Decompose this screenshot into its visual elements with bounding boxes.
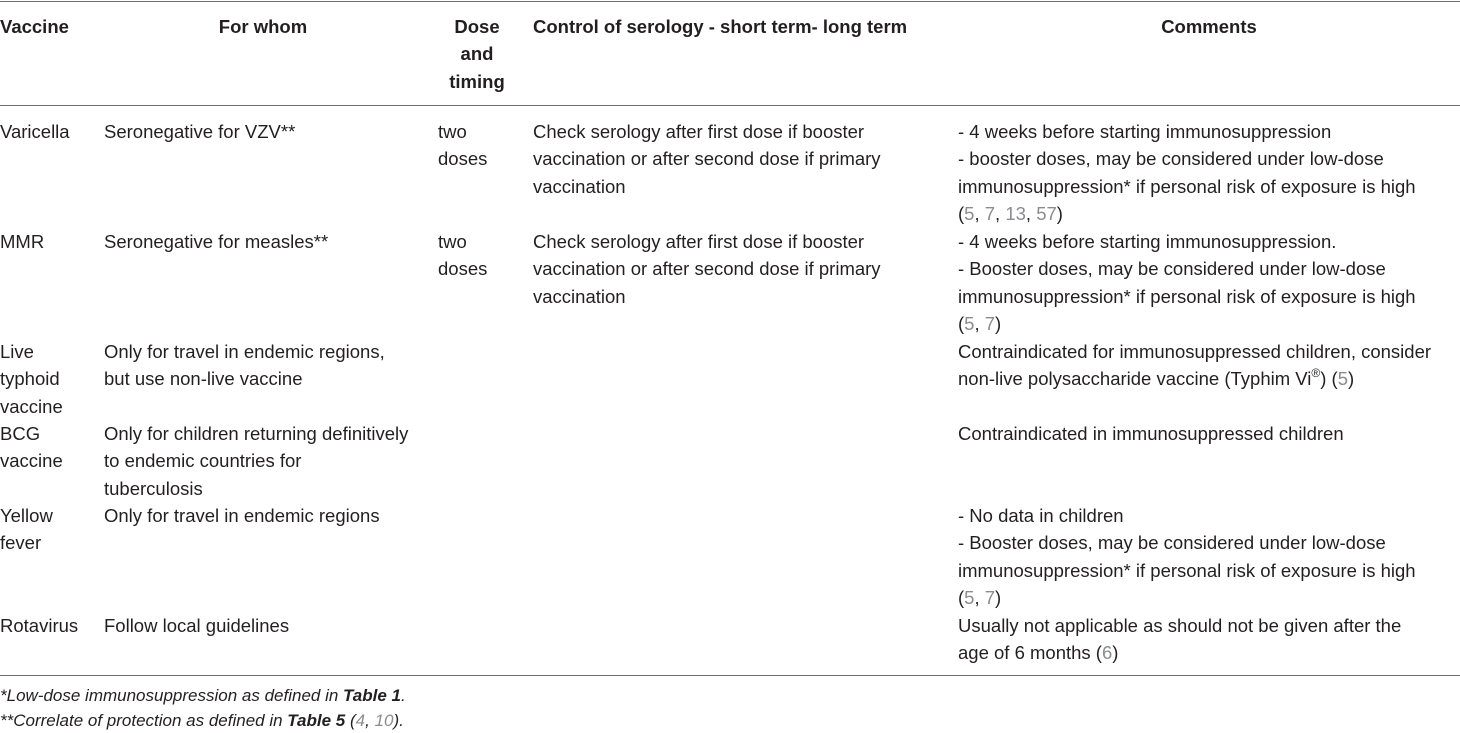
cell-line: Varicella	[0, 121, 70, 142]
cell-line: Only for travel in endemic regions	[104, 505, 380, 526]
cell-for-whom	[104, 612, 434, 639]
cell-text: non-live polysaccharide vaccine (Typhim Vi	[958, 368, 1312, 390]
cell-line: to endemic countries for	[104, 450, 302, 472]
cell-for-whom	[104, 118, 434, 145]
reference-link[interactable]: 7	[984, 586, 996, 608]
header-serology: Control of serology - short term- long term	[533, 16, 908, 37]
cell-line: - 4 weeks before starting immunosuppression.	[958, 231, 1337, 252]
cell-comments	[958, 338, 1460, 393]
reference-link[interactable]: 5	[964, 202, 975, 224]
cell-line	[958, 639, 1460, 666]
reference-link[interactable]: 5	[1337, 368, 1348, 390]
footnote-text: .	[400, 686, 406, 705]
cell-line: vaccine	[0, 395, 63, 417]
header-for-whom: For whom	[218, 16, 308, 37]
cell-line: Only for children returning definitively	[104, 423, 409, 444]
reference-link[interactable]: 7	[984, 312, 996, 334]
cell-comments	[958, 118, 1460, 227]
cell-line: two	[438, 121, 467, 142]
cell-vaccine	[0, 420, 95, 475]
footnote-correlate	[0, 709, 404, 733]
reference-link[interactable]: 6	[1101, 642, 1113, 664]
cell-comments	[958, 420, 1460, 447]
cell-line: fever	[0, 532, 42, 554]
cell-vaccine	[0, 502, 95, 557]
cell-text: )	[1112, 642, 1119, 664]
header-dose-line: timing	[449, 70, 505, 92]
footnote-text: **Correlate of protection as defined in	[0, 711, 288, 730]
cell-line: typhoid	[0, 368, 60, 390]
table-header-rule	[0, 105, 1460, 106]
footnote-text: ,	[365, 711, 375, 730]
cell-comments	[958, 502, 1460, 611]
footnote-low-dose	[0, 684, 406, 708]
cell-line: immunosuppression* if personal risk of exposure is high	[958, 559, 1416, 581]
table-bottom-rule	[0, 675, 1460, 676]
cell-line: but use non-live vaccine	[104, 368, 303, 390]
reference-link[interactable]: 5	[964, 312, 975, 334]
cell-line: vaccination	[533, 285, 626, 307]
cell-line: immunosuppression* if personal risk of exposure is high	[958, 285, 1416, 307]
header-dose-timing	[438, 13, 516, 95]
cell-line: Yellow	[0, 505, 53, 526]
cell-for-whom	[104, 228, 434, 255]
cell-line: Contraindicated for immunosuppressed children, consider	[958, 341, 1432, 362]
reference-link[interactable]: 13	[1005, 202, 1026, 224]
table-link[interactable]: Table 1	[343, 686, 401, 705]
cell-line: BCG	[0, 423, 41, 444]
cell-line: vaccination or after second dose if primary	[533, 148, 881, 170]
header-comments: Comments	[1161, 16, 1257, 37]
reference-line: (5, 7, 13, 57)	[958, 202, 1063, 224]
cell-line: Seronegative for measles**	[104, 231, 329, 252]
cell-vaccine	[0, 228, 95, 255]
footnote-text: (	[345, 711, 356, 730]
cell-line: tuberculosis	[104, 477, 203, 499]
cell-serology	[533, 118, 948, 200]
cell-line: Rotavirus	[0, 615, 79, 636]
reference-link[interactable]: 5	[964, 586, 975, 608]
cell-line: Check serology after first dose if booster	[533, 121, 865, 142]
header-dose-line: Dose	[454, 16, 500, 37]
header-vaccine: Vaccine	[0, 16, 69, 37]
cell-text: ) (	[1320, 368, 1338, 390]
cell-line: vaccination	[533, 175, 626, 197]
table-top-rule	[0, 1, 1460, 2]
cell-line: Contraindicated in immunosuppressed children	[958, 423, 1344, 444]
cell-line: Seronegative for VZV**	[104, 121, 296, 142]
cell-line: Check serology after first dose if booster	[533, 231, 865, 252]
cell-dose	[438, 228, 528, 283]
cell-line: - Booster doses, may be considered under low-dose	[958, 258, 1386, 280]
reference-link[interactable]: 7	[984, 202, 996, 224]
cell-line	[958, 365, 1460, 392]
footnote-text: *Low-dose immunosuppression as defined in	[0, 686, 344, 705]
cell-line: Live	[0, 341, 34, 362]
table-link[interactable]: Table 5	[287, 711, 346, 730]
footnote-text: ).	[393, 711, 404, 730]
cell-for-whom	[104, 338, 434, 393]
cell-line: - Booster doses, may be considered under low-dose	[958, 532, 1386, 554]
cell-comments	[958, 228, 1460, 337]
header-dose-line: and	[460, 43, 494, 65]
cell-dose	[438, 118, 528, 173]
cell-comments	[958, 612, 1460, 667]
reference-link[interactable]: 4	[355, 711, 366, 730]
cell-line: - booster doses, may be considered under low-dose	[958, 148, 1384, 170]
cell-line: vaccine	[0, 450, 63, 472]
cell-for-whom	[104, 502, 434, 529]
cell-line: - 4 weeks before starting immunosuppression	[958, 121, 1332, 142]
cell-vaccine	[0, 612, 95, 639]
cell-text: age of 6 months (	[958, 642, 1102, 664]
cell-line: - No data in children	[958, 505, 1124, 526]
cell-text: )	[1348, 368, 1355, 390]
cell-line: Follow local guidelines	[104, 615, 290, 636]
reference-link[interactable]: 57	[1036, 202, 1057, 224]
cell-line: MMR	[0, 231, 45, 252]
cell-line: immunosuppression* if personal risk of exposure is high	[958, 175, 1416, 197]
cell-vaccine	[0, 338, 95, 420]
reference-line: (5, 7)	[958, 586, 1002, 608]
reference-line: (5, 7)	[958, 312, 1002, 334]
registered-mark: ®	[1311, 366, 1321, 381]
cell-line: vaccination or after second dose if primary	[533, 258, 881, 280]
cell-for-whom	[104, 420, 434, 502]
cell-serology	[533, 228, 948, 310]
reference-link[interactable]: 10	[374, 711, 394, 730]
cell-line: Usually not applicable as should not be given after the	[958, 615, 1402, 636]
cell-line: doses	[438, 258, 488, 280]
cell-vaccine	[0, 118, 95, 145]
cell-line: doses	[438, 148, 488, 170]
cell-line: Only for travel in endemic regions,	[104, 341, 385, 362]
cell-line: two	[438, 231, 467, 252]
